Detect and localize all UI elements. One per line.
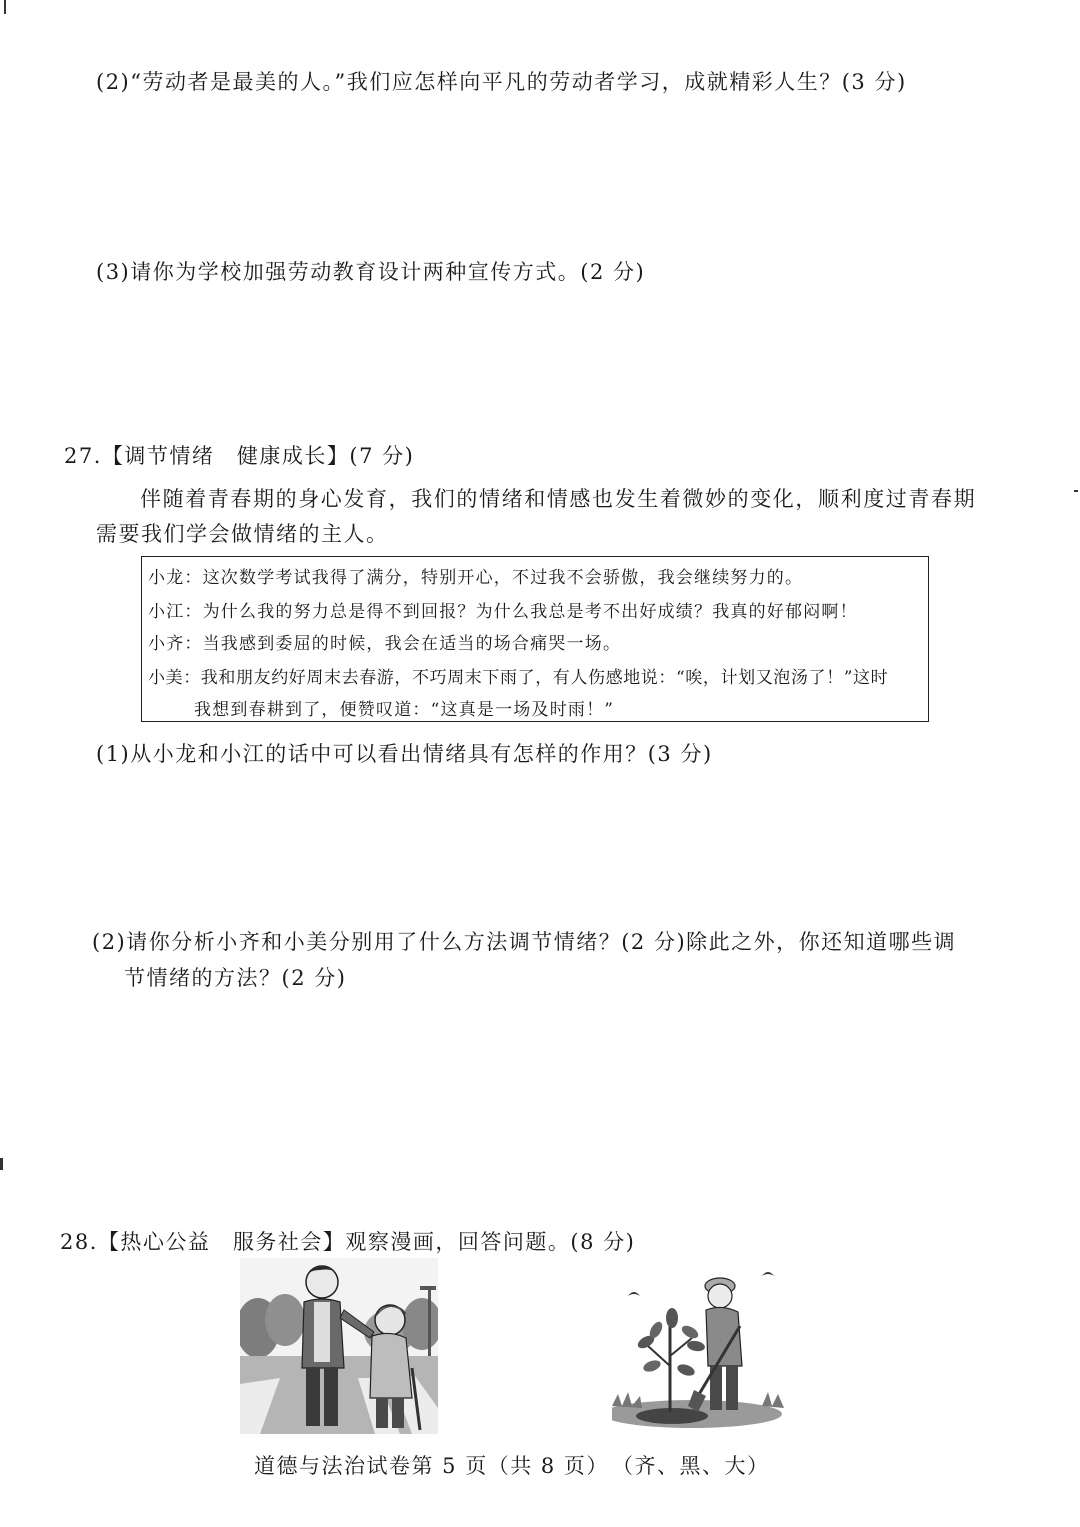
q27-sub2-line2: 节情绪的方法？(2 分)	[124, 966, 347, 990]
footer-page-number: 道德与法治试卷第 5 页（共 8 页）	[254, 1454, 609, 1478]
q27-intro-line2: 需要我们学会做情绪的主人。	[96, 522, 389, 546]
scan-mark-top	[4, 0, 6, 14]
q27-intro-line1: 伴随着青春期的身心发育，我们的情绪和情感也发生着微妙的变化，顺利度过青春期	[140, 487, 977, 511]
scan-mark-left	[0, 1158, 3, 1170]
dialog-xiaojiang: 小江：为什么我的努力总是得不到回报？为什么我总是考不出好成绩？我真的好郁闷啊！	[148, 602, 858, 622]
q28-title: 28.【热心公益 服务社会】观察漫画，回答问题。(8 分)	[60, 1230, 636, 1254]
cartoon-planting-tree	[612, 1266, 792, 1428]
footer-region: （齐、黑、大）	[612, 1454, 770, 1478]
q27-sub1: (1)从小龙和小江的话中可以看出情绪具有怎样的作用？(3 分)	[96, 742, 713, 766]
dialog-xiaoqi: 小齐：当我感到委屈的时候，我会在适当的场合痛哭一场。	[148, 634, 622, 654]
dialog-xiaomei-line2: 我想到春耕到了，便赞叹道：“这真是一场及时雨！”	[194, 700, 615, 720]
cartoon-helping-elderly	[240, 1258, 438, 1434]
q26-sub2: (2)“劳动者是最美的人。”我们应怎样向平凡的劳动者学习，成就精彩人生？(3 分)	[96, 70, 907, 94]
cartoon-helping-elderly-svg	[240, 1258, 438, 1434]
dialog-xiaomei-line1: 小美：我和朋友约好周末去春游，不巧周末下雨了，有人伤感地说：“唉，计划又泡汤了！”这时	[148, 668, 889, 688]
cartoon-planting-tree-svg	[612, 1266, 792, 1428]
q27-title: 27.【调节情绪 健康成长】(7 分)	[64, 444, 415, 468]
scan-mark-right	[1074, 490, 1078, 492]
dialog-xiaolong: 小龙：这次数学考试我得了满分，特别开心，不过我不会骄傲，我会继续努力的。	[148, 568, 804, 588]
q27-sub2-line1: (2)请你分析小齐和小美分别用了什么方法调节情绪？(2 分)除此之外，你还知道哪些调	[92, 930, 957, 954]
dialog-box	[141, 556, 929, 722]
q26-sub3: (3)请你为学校加强劳动教育设计两种宣传方式。(2 分)	[96, 260, 646, 284]
